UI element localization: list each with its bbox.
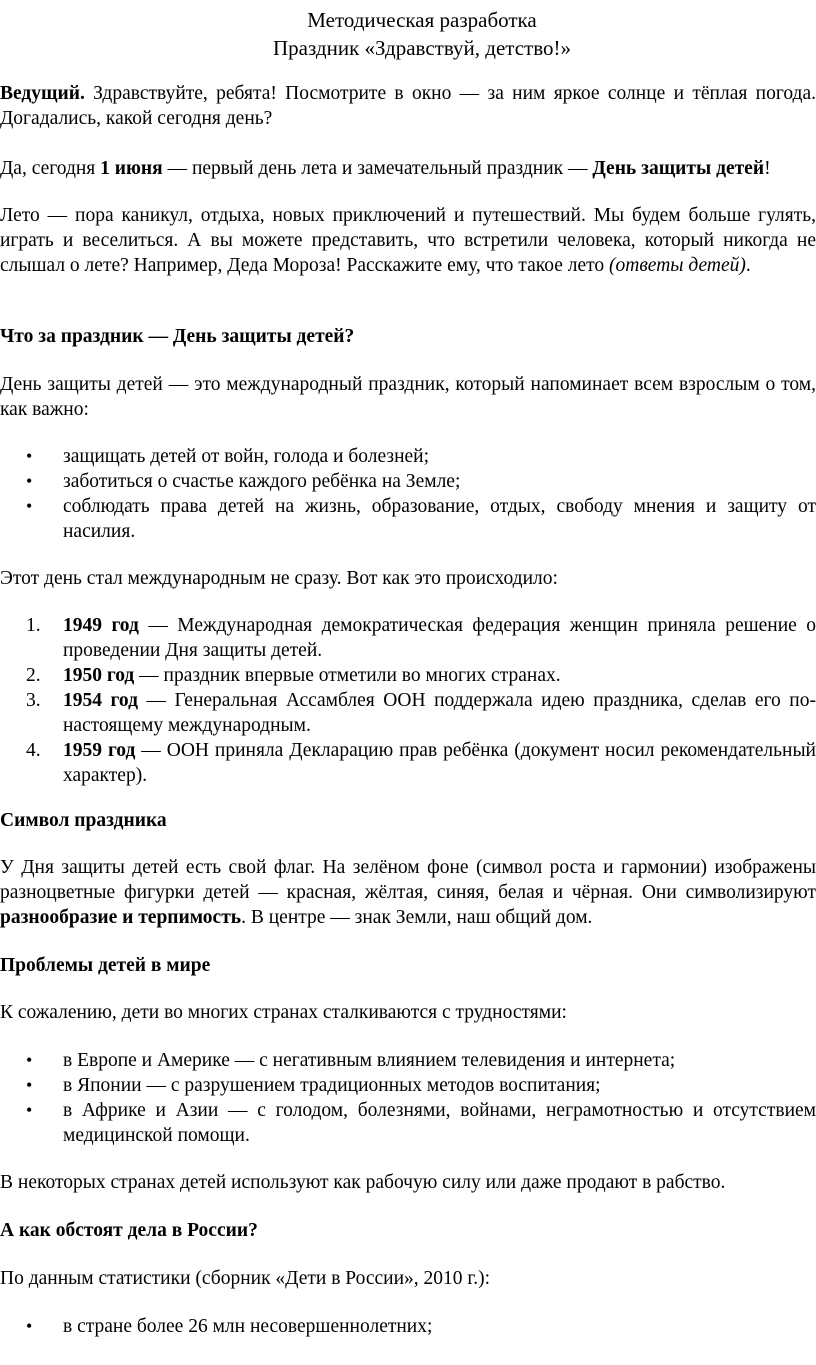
today-holiday: День защиты детей <box>592 158 765 179</box>
problems-text: К сожалению, дети во многих странах сталкиваются с трудностями: <box>0 1002 567 1023</box>
list-item: • в Японии — с разрушением традиционных методов воспитания; <box>0 1073 816 1098</box>
document-title <box>0 6 816 62</box>
symbol-paragraph: У Дня защиты детей есть свой флаг. На зелёном фоне (символ роста и гармонии) изображены разноцветные фигурки детей — красная, жёлтая, синяя, белая и чёрная. Они символизируют разнообразие и терпимость. В центре — знак Земли, наш общий дом. <box>0 857 816 928</box>
summer-note: (ответы детей) <box>609 255 746 276</box>
summer-end: . <box>745 255 751 276</box>
title-line-2: Праздник «Здравствуй, детство!» <box>273 36 571 60</box>
list-item: • соблюдать права детей на жизнь, образование, отдых, свободу мнения и защиту от насилия. <box>0 494 816 544</box>
today-text-c: ! <box>764 158 771 179</box>
list-item: • защищать детей от войн, голода и болезней; <box>0 444 816 469</box>
list-item: 2. 1950 год — праздник впервые отметили во многих странах. <box>26 665 561 686</box>
list-item: • заботиться о счастье каждого ребёнка на Земле; <box>0 469 816 494</box>
problems-after: В некоторых странах детей используют как рабочую силу или даже продают в рабство. <box>0 1172 726 1193</box>
speaker-label: Ведущий. <box>0 83 85 104</box>
list-item: • в стране более 26 млн несовершеннолетних; <box>0 1314 816 1339</box>
list-item: 1. 1949 год — Международная демократическая федерация женщин приняла решение о проведении Дня защиты детей. <box>26 615 816 661</box>
list-item: • в Африке и Азии — с голодом, болезнями, войнами, неграмотностью и отсутствием медицинской помощи. <box>0 1098 816 1148</box>
section1-bullet-list <box>0 444 816 544</box>
intro-text: Здравствуйте, ребята! Посмотрите в окно — за ним яркое солнце и тёплая погода. Догадались, какой сегодня день? <box>0 83 816 129</box>
today-text-b: — первый день лета и замечательный праздник — <box>162 158 593 179</box>
list-item: • в Европе и Америке — с негативным влиянием телевидения и интернета; <box>0 1048 816 1073</box>
problems-heading: Проблемы детей в мире <box>0 955 211 976</box>
russia-heading: А как обстоят дела в России? <box>0 1220 258 1241</box>
russia-bullet-list <box>0 1314 816 1339</box>
summer-paragraph <box>0 203 816 278</box>
section1-heading: Что за праздник — День защиты детей? <box>0 326 355 347</box>
today-date: 1 июня <box>100 158 163 179</box>
problems-bullet-list <box>0 1048 816 1148</box>
list-item: 4. 1959 год — ООН приняла Декларацию прав ребёнка (документ носил рекомендательный характер). <box>26 740 816 786</box>
section1-text: День защиты детей — это международный праздник, который напоминает всем взрослым о том, как важно: <box>0 374 816 420</box>
russia-text: По данным статистики (сборник «Дети в России», 2010 г.): <box>0 1268 491 1289</box>
summer-text: Лето — пора каникул, отдыха, новых приключений и путешествий. Мы будем больше гулять, играть и веселиться. А вы можете представить, что встретили человека, который никогда не слышал о лете? Например, Деда Мороза! Расскажите ему, что такое лето <box>0 205 816 276</box>
intro-paragraph <box>0 81 816 131</box>
today-paragraph <box>0 156 816 181</box>
history-list <box>0 613 816 788</box>
symbol-heading: Символ праздника <box>0 810 167 831</box>
history-intro: Этот день стал международным не сразу. Вот как это происходило: <box>0 568 558 589</box>
symbol-bold: разнообразие и терпимость <box>0 907 242 928</box>
today-text-a: Да, сегодня <box>0 158 101 179</box>
title-line-1: Методическая разработка <box>307 8 537 32</box>
list-item: 3. 1954 год — Генеральная Ассамблея ООН поддержала идею праздника, сделав его по-настоящему международным. <box>26 690 816 736</box>
